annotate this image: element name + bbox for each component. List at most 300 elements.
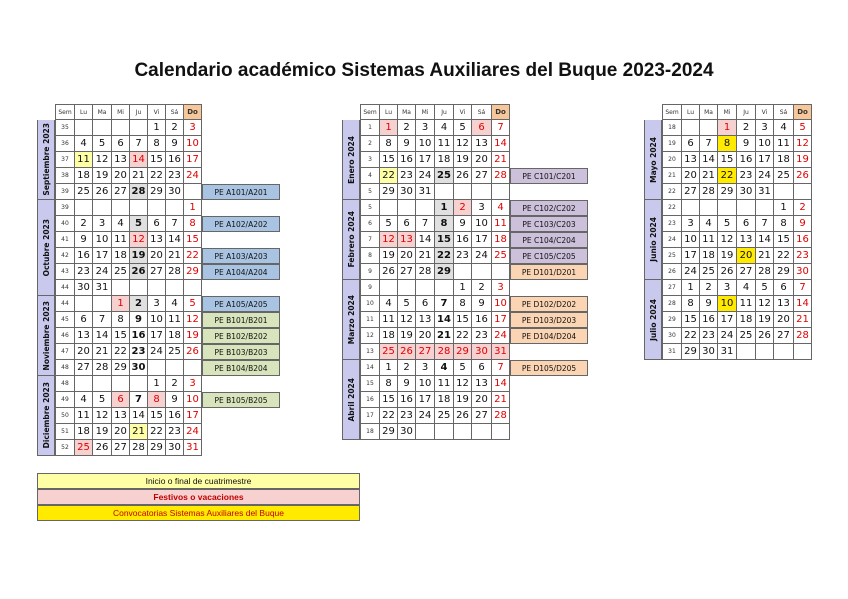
exam-week-label: PE D103/D203 bbox=[510, 312, 588, 328]
label-spacer bbox=[510, 344, 588, 360]
day-cell: 2 bbox=[700, 280, 718, 296]
day-cell: 18 bbox=[700, 248, 718, 264]
day-cell: 5 bbox=[794, 120, 812, 136]
day-cell bbox=[130, 376, 148, 392]
legend-inicio-text: Inicio o final de cuatrimestre bbox=[145, 476, 252, 486]
day-cell: 7 bbox=[492, 120, 510, 136]
day-cell: 10 bbox=[184, 136, 202, 152]
calendar-panel-sep-dec-2023 bbox=[37, 104, 280, 456]
day-cell bbox=[454, 264, 472, 280]
day-cell: 28 bbox=[166, 264, 184, 280]
day-cell bbox=[184, 280, 202, 296]
day-cell: 30 bbox=[166, 184, 184, 200]
day-cell: 30 bbox=[794, 264, 812, 280]
week-number: 48 bbox=[55, 376, 75, 392]
day-cell: 2 bbox=[398, 120, 416, 136]
label-spacer bbox=[202, 408, 280, 424]
day-cell: 9 bbox=[737, 136, 756, 152]
day-cell: 20 bbox=[112, 168, 130, 184]
day-cell: 29 bbox=[380, 424, 398, 440]
day-cell: 22 bbox=[718, 168, 737, 184]
label-spacer bbox=[510, 408, 588, 424]
day-cell: 13 bbox=[112, 152, 130, 168]
week-number: 24 bbox=[662, 232, 682, 248]
month-name: Octubre 2023 bbox=[41, 218, 51, 277]
calendar-panel-may-jul-2024 bbox=[644, 104, 812, 360]
day-cell: 11 bbox=[166, 312, 184, 328]
day-cell: 21 bbox=[794, 312, 812, 328]
week-number: 26 bbox=[662, 264, 682, 280]
day-cell: 29 bbox=[454, 344, 472, 360]
day-cell: 28 bbox=[492, 168, 510, 184]
day-header-3: Ju bbox=[737, 104, 756, 120]
day-cell: 8 bbox=[148, 136, 166, 152]
exam-week-label: PE C105/C205 bbox=[510, 248, 588, 264]
day-cell: 3 bbox=[93, 216, 112, 232]
day-cell: 25 bbox=[75, 184, 93, 200]
week-number: 11 bbox=[360, 312, 380, 328]
label-spacer bbox=[202, 120, 280, 136]
label-spacer bbox=[510, 280, 588, 296]
week-number: 19 bbox=[662, 136, 682, 152]
day-cell: 24 bbox=[718, 328, 737, 344]
day-cell: 16 bbox=[794, 232, 812, 248]
day-cell: 26 bbox=[454, 408, 472, 424]
day-cell: 15 bbox=[380, 152, 398, 168]
day-cell: 12 bbox=[794, 136, 812, 152]
legend-inicio bbox=[37, 473, 360, 489]
exam-week-label: PE B104/B204 bbox=[202, 360, 280, 376]
day-cell: 14 bbox=[130, 152, 148, 168]
week-number: 36 bbox=[55, 136, 75, 152]
exam-week-label: PE C104/C204 bbox=[510, 232, 588, 248]
day-cell: 9 bbox=[454, 216, 472, 232]
day-cell: 6 bbox=[682, 136, 700, 152]
exam-week-label: PE D105/D205 bbox=[510, 360, 588, 376]
day-cell: 27 bbox=[75, 360, 93, 376]
calendar-panel-jan-apr-2024 bbox=[342, 104, 588, 440]
week-number: 28 bbox=[662, 296, 682, 312]
day-cell: 18 bbox=[75, 168, 93, 184]
day-cell: 6 bbox=[148, 216, 166, 232]
day-cell: 28 bbox=[700, 184, 718, 200]
week-number: 9 bbox=[360, 264, 380, 280]
day-cell: 25 bbox=[166, 344, 184, 360]
week-number: 16 bbox=[360, 392, 380, 408]
month-name: Junio 2024 bbox=[648, 217, 658, 262]
week-number: 51 bbox=[55, 424, 75, 440]
month-name: Abril 2024 bbox=[346, 377, 356, 422]
day-cell: 24 bbox=[492, 328, 510, 344]
week-number: 17 bbox=[360, 408, 380, 424]
week-number: 31 bbox=[662, 344, 682, 360]
exam-week-label: PE B103/B203 bbox=[202, 344, 280, 360]
day-cell: 15 bbox=[184, 232, 202, 248]
day-cell: 20 bbox=[774, 312, 794, 328]
day-cell bbox=[112, 120, 130, 136]
day-cell: 27 bbox=[472, 168, 492, 184]
day-cell: 13 bbox=[737, 232, 756, 248]
day-cell: 8 bbox=[682, 296, 700, 312]
day-cell: 17 bbox=[416, 152, 435, 168]
day-cell: 14 bbox=[756, 232, 774, 248]
day-cell: 20 bbox=[737, 248, 756, 264]
week-number: 8 bbox=[360, 248, 380, 264]
day-cell: 2 bbox=[454, 200, 472, 216]
month-band bbox=[644, 280, 662, 360]
day-cell: 3 bbox=[416, 360, 435, 376]
day-cell: 20 bbox=[472, 152, 492, 168]
day-cell: 16 bbox=[700, 312, 718, 328]
day-cell: 11 bbox=[435, 376, 454, 392]
day-cell: 29 bbox=[682, 344, 700, 360]
day-cell: 18 bbox=[435, 152, 454, 168]
page-title: Calendario académico Sistemas Auxiliares del Buque 2023-2024 bbox=[134, 60, 714, 81]
day-cell: 28 bbox=[130, 440, 148, 456]
day-cell: 30 bbox=[472, 344, 492, 360]
day-cell bbox=[700, 200, 718, 216]
day-header-1: Ma bbox=[700, 104, 718, 120]
day-cell: 23 bbox=[398, 408, 416, 424]
day-cell: 31 bbox=[416, 184, 435, 200]
day-cell: 19 bbox=[794, 152, 812, 168]
day-cell: 16 bbox=[737, 152, 756, 168]
day-cell: 21 bbox=[700, 168, 718, 184]
day-cell: 25 bbox=[112, 264, 130, 280]
day-cell: 2 bbox=[166, 120, 184, 136]
day-cell: 30 bbox=[130, 360, 148, 376]
day-cell: 29 bbox=[435, 264, 454, 280]
day-cell: 31 bbox=[492, 344, 510, 360]
day-cell: 16 bbox=[166, 408, 184, 424]
label-spacer bbox=[510, 152, 588, 168]
day-cell: 17 bbox=[416, 392, 435, 408]
label-spacer bbox=[510, 184, 588, 200]
week-number: 18 bbox=[360, 424, 380, 440]
day-cell: 1 bbox=[112, 296, 130, 312]
day-cell: 15 bbox=[148, 408, 166, 424]
day-cell: 11 bbox=[112, 232, 130, 248]
day-cell: 24 bbox=[148, 344, 166, 360]
day-cell: 9 bbox=[166, 136, 184, 152]
day-cell bbox=[435, 184, 454, 200]
day-cell: 19 bbox=[184, 328, 202, 344]
day-cell: 27 bbox=[737, 264, 756, 280]
day-cell: 29 bbox=[380, 184, 398, 200]
month-name: Mayo 2024 bbox=[648, 136, 658, 183]
month-band bbox=[342, 200, 360, 280]
week-number: 47 bbox=[55, 344, 75, 360]
day-cell: 25 bbox=[435, 168, 454, 184]
week-number: 41 bbox=[55, 232, 75, 248]
day-cell: 22 bbox=[148, 168, 166, 184]
month-band bbox=[342, 360, 360, 440]
exam-week-label: PE A102/A202 bbox=[202, 216, 280, 232]
week-number: 22 bbox=[662, 184, 682, 200]
week-number: 13 bbox=[360, 344, 380, 360]
week-number: 1 bbox=[360, 120, 380, 136]
day-cell bbox=[398, 280, 416, 296]
day-cell bbox=[112, 280, 130, 296]
day-cell: 18 bbox=[737, 312, 756, 328]
day-cell: 4 bbox=[492, 200, 510, 216]
day-cell: 2 bbox=[75, 216, 93, 232]
day-cell: 22 bbox=[380, 168, 398, 184]
day-cell bbox=[93, 296, 112, 312]
day-cell: 15 bbox=[718, 152, 737, 168]
day-cell: 26 bbox=[794, 168, 812, 184]
day-cell: 17 bbox=[184, 152, 202, 168]
day-cell: 4 bbox=[380, 296, 398, 312]
label-spacer bbox=[510, 120, 588, 136]
day-cell bbox=[93, 120, 112, 136]
day-cell: 19 bbox=[398, 328, 416, 344]
exam-week-label: PE D104/D204 bbox=[510, 328, 588, 344]
day-cell: 27 bbox=[682, 184, 700, 200]
day-cell bbox=[184, 360, 202, 376]
day-cell: 23 bbox=[794, 248, 812, 264]
day-cell: 26 bbox=[184, 344, 202, 360]
month-band bbox=[37, 120, 55, 200]
day-cell: 1 bbox=[380, 120, 398, 136]
week-number: 18 bbox=[662, 120, 682, 136]
day-cell: 9 bbox=[398, 376, 416, 392]
day-cell: 31 bbox=[184, 440, 202, 456]
day-cell: 14 bbox=[492, 376, 510, 392]
week-number: 22 bbox=[662, 200, 682, 216]
day-cell: 6 bbox=[75, 312, 93, 328]
label-spacer bbox=[510, 376, 588, 392]
day-cell: 8 bbox=[435, 216, 454, 232]
label-spacer bbox=[202, 200, 280, 216]
week-number: 35 bbox=[55, 120, 75, 136]
day-cell: 21 bbox=[756, 248, 774, 264]
legend-festivos-text: Festivos o vacaciones bbox=[153, 492, 244, 502]
day-cell: 27 bbox=[112, 440, 130, 456]
day-cell: 17 bbox=[682, 248, 700, 264]
day-cell: 7 bbox=[93, 312, 112, 328]
day-cell: 9 bbox=[700, 296, 718, 312]
day-header-6: Do bbox=[492, 104, 510, 120]
day-cell bbox=[794, 184, 812, 200]
day-cell: 29 bbox=[148, 440, 166, 456]
week-number: 4 bbox=[360, 168, 380, 184]
day-cell: 20 bbox=[472, 392, 492, 408]
day-cell bbox=[130, 200, 148, 216]
day-cell: 1 bbox=[682, 280, 700, 296]
day-cell bbox=[472, 264, 492, 280]
day-cell: 21 bbox=[93, 344, 112, 360]
day-cell: 5 bbox=[398, 296, 416, 312]
day-cell: 28 bbox=[492, 408, 510, 424]
week-header: Sem bbox=[55, 104, 75, 120]
exam-week-label: PE D102/D202 bbox=[510, 296, 588, 312]
day-cell: 21 bbox=[130, 424, 148, 440]
day-cell: 23 bbox=[166, 424, 184, 440]
day-cell: 28 bbox=[416, 264, 435, 280]
day-cell: 13 bbox=[112, 408, 130, 424]
day-cell: 25 bbox=[435, 408, 454, 424]
day-cell: 3 bbox=[184, 120, 202, 136]
day-cell: 14 bbox=[700, 152, 718, 168]
day-cell: 24 bbox=[416, 168, 435, 184]
day-cell bbox=[75, 200, 93, 216]
day-cell: 26 bbox=[93, 440, 112, 456]
day-cell: 4 bbox=[737, 280, 756, 296]
label-spacer bbox=[202, 152, 280, 168]
day-cell: 26 bbox=[756, 328, 774, 344]
day-cell: 20 bbox=[148, 248, 166, 264]
day-cell: 29 bbox=[774, 264, 794, 280]
exam-week-label: PE A101/A201 bbox=[202, 184, 280, 200]
day-cell: 6 bbox=[398, 216, 416, 232]
day-cell: 10 bbox=[472, 216, 492, 232]
day-cell: 16 bbox=[454, 232, 472, 248]
month-name: Julio 2024 bbox=[648, 298, 658, 341]
week-number: 48 bbox=[55, 360, 75, 376]
day-cell: 18 bbox=[380, 328, 398, 344]
day-cell bbox=[774, 344, 794, 360]
week-number: 5 bbox=[360, 184, 380, 200]
exam-week-label: PE C101/C201 bbox=[510, 168, 588, 184]
day-cell: 24 bbox=[756, 168, 774, 184]
day-cell: 26 bbox=[380, 264, 398, 280]
month-band bbox=[37, 200, 55, 296]
day-header-5: Sá bbox=[472, 104, 492, 120]
day-cell: 8 bbox=[184, 216, 202, 232]
day-cell: 1 bbox=[148, 120, 166, 136]
day-cell: 23 bbox=[454, 248, 472, 264]
day-cell: 4 bbox=[435, 360, 454, 376]
week-number: 52 bbox=[55, 440, 75, 456]
day-cell: 28 bbox=[756, 264, 774, 280]
day-cell: 2 bbox=[737, 120, 756, 136]
day-cell: 18 bbox=[75, 424, 93, 440]
week-number: 39 bbox=[55, 184, 75, 200]
day-cell: 11 bbox=[75, 152, 93, 168]
day-cell: 21 bbox=[130, 168, 148, 184]
day-cell: 30 bbox=[398, 184, 416, 200]
day-cell bbox=[718, 200, 737, 216]
day-cell: 18 bbox=[492, 232, 510, 248]
day-cell: 24 bbox=[682, 264, 700, 280]
day-cell bbox=[148, 280, 166, 296]
week-number: 20 bbox=[662, 152, 682, 168]
day-cell bbox=[380, 280, 398, 296]
day-cell: 16 bbox=[398, 392, 416, 408]
day-cell: 15 bbox=[774, 232, 794, 248]
week-header: Sem bbox=[662, 104, 682, 120]
day-cell: 14 bbox=[435, 312, 454, 328]
day-cell: 1 bbox=[718, 120, 737, 136]
day-cell: 17 bbox=[492, 312, 510, 328]
exam-week-label: PE A105/A205 bbox=[202, 296, 280, 312]
day-cell bbox=[112, 376, 130, 392]
label-spacer bbox=[202, 376, 280, 392]
day-cell: 17 bbox=[148, 328, 166, 344]
day-cell: 7 bbox=[756, 216, 774, 232]
day-cell: 13 bbox=[398, 232, 416, 248]
day-cell: 9 bbox=[472, 296, 492, 312]
day-cell: 4 bbox=[166, 296, 184, 312]
day-cell: 5 bbox=[454, 360, 472, 376]
week-number: 37 bbox=[55, 152, 75, 168]
week-number: 21 bbox=[662, 168, 682, 184]
day-cell: 19 bbox=[756, 312, 774, 328]
day-cell: 22 bbox=[454, 328, 472, 344]
month-name: Marzo 2024 bbox=[346, 294, 356, 345]
day-cell bbox=[75, 120, 93, 136]
day-cell: 17 bbox=[472, 232, 492, 248]
day-cell: 11 bbox=[75, 408, 93, 424]
day-cell: 4 bbox=[774, 120, 794, 136]
day-cell: 19 bbox=[454, 152, 472, 168]
day-cell: 12 bbox=[93, 408, 112, 424]
label-spacer bbox=[202, 424, 280, 440]
day-cell: 29 bbox=[184, 264, 202, 280]
week-number: 10 bbox=[360, 296, 380, 312]
week-number: 40 bbox=[55, 216, 75, 232]
exam-week-label: PE D101/D201 bbox=[510, 264, 588, 280]
day-cell: 9 bbox=[166, 392, 184, 408]
day-cell: 30 bbox=[75, 280, 93, 296]
month-name: Septiembre 2023 bbox=[41, 123, 51, 196]
day-cell: 10 bbox=[416, 136, 435, 152]
day-cell bbox=[93, 376, 112, 392]
day-cell: 25 bbox=[75, 440, 93, 456]
day-cell: 12 bbox=[93, 152, 112, 168]
week-header: Sem bbox=[360, 104, 380, 120]
day-header-2: Mi bbox=[718, 104, 737, 120]
day-cell: 7 bbox=[130, 136, 148, 152]
day-cell: 30 bbox=[166, 440, 184, 456]
label-header-spacer bbox=[510, 104, 588, 120]
day-cell: 8 bbox=[380, 136, 398, 152]
day-header-0: Lu bbox=[682, 104, 700, 120]
month-band bbox=[342, 120, 360, 200]
day-cell: 15 bbox=[148, 152, 166, 168]
day-cell: 25 bbox=[737, 328, 756, 344]
day-cell: 22 bbox=[774, 248, 794, 264]
day-cell bbox=[737, 344, 756, 360]
day-cell: 1 bbox=[380, 360, 398, 376]
day-cell: 10 bbox=[93, 232, 112, 248]
day-cell: 21 bbox=[492, 152, 510, 168]
day-cell: 21 bbox=[492, 392, 510, 408]
day-cell: 29 bbox=[112, 360, 130, 376]
exam-week-label: PE C102/C202 bbox=[510, 200, 588, 216]
day-cell bbox=[380, 200, 398, 216]
day-cell: 27 bbox=[112, 184, 130, 200]
day-cell: 11 bbox=[737, 296, 756, 312]
day-cell: 3 bbox=[148, 296, 166, 312]
month-name: Noviembre 2023 bbox=[41, 300, 51, 371]
day-cell: 15 bbox=[435, 232, 454, 248]
day-cell: 10 bbox=[718, 296, 737, 312]
day-cell: 14 bbox=[166, 232, 184, 248]
day-cell: 29 bbox=[718, 184, 737, 200]
day-cell: 11 bbox=[435, 136, 454, 152]
day-cell bbox=[737, 200, 756, 216]
day-cell bbox=[398, 200, 416, 216]
day-header-4: Vi bbox=[756, 104, 774, 120]
day-header-4: Vi bbox=[454, 104, 472, 120]
day-cell: 3 bbox=[718, 280, 737, 296]
day-cell: 20 bbox=[112, 424, 130, 440]
day-cell: 10 bbox=[148, 312, 166, 328]
day-cell: 24 bbox=[184, 168, 202, 184]
day-cell: 10 bbox=[756, 136, 774, 152]
